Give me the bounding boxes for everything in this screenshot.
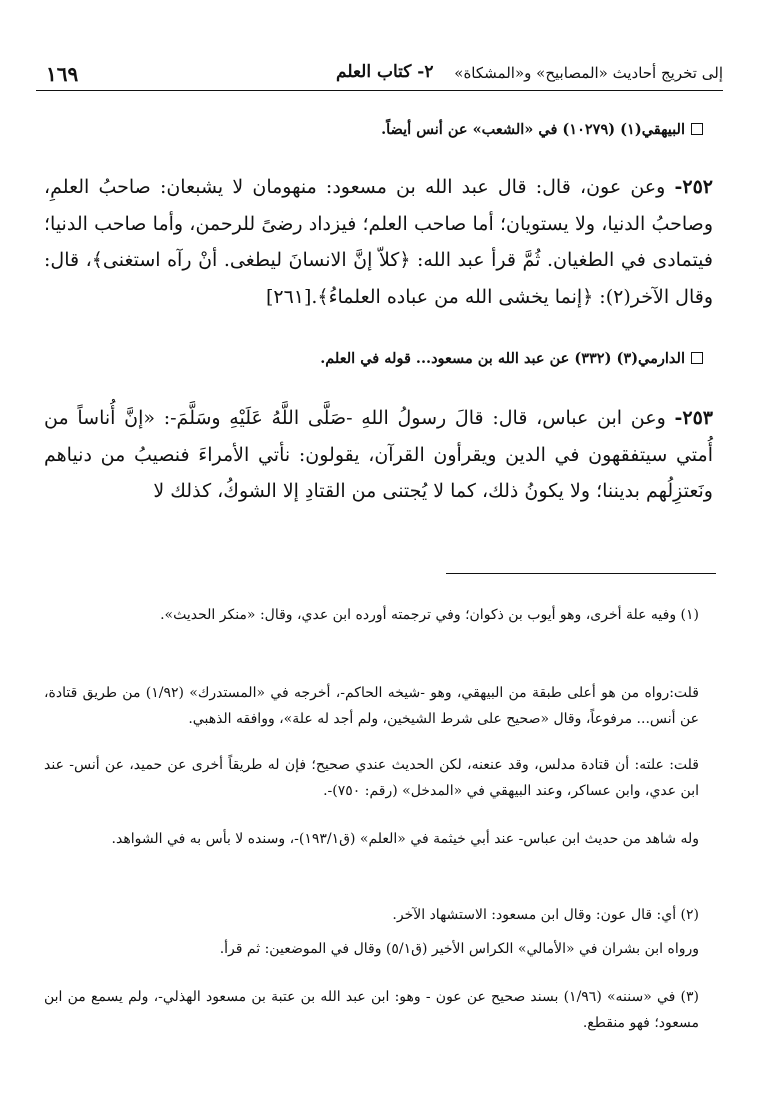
- page-number: ١٦٩: [46, 62, 79, 86]
- source-note-1: [60, 121, 703, 138]
- hadith-text: وعن عون، قال: قال عبد الله بن مسعود: منهومان لا يشبعان: صاحبُ العلمِ، وصاحبُ الدنيا، ولا يستويان؛ أما صاحب العلم؛ فيزداد رضىً للرحمن، وأما صاحب الدنيا؛ فيتمادى في الطغيان. ثُمَّ قرأ عبد الله: ﴿كلاّ إنَّ الانسانَ ليطغى. أنْ رآه استغنى﴾، قال: وقال الآخر(٢): ﴿إنما يخشى الله من عباده العلماءُ﴾.[٢٦١]: [44, 176, 713, 308]
- page-header: [36, 60, 723, 91]
- source-text-1: البيهقي(١) (١٠٢٧٩) في «الشعب» عن أنس أيضاً.: [381, 121, 685, 138]
- hadith-text: وعن ابن عباس، قال: قالَ رسولُ اللهِ -صَلَّى اللَّهُ عَلَيْهِ وسَلَّمَ-: «إنَّ أُناساً من أُمتي سيتفقهون في الدين ويقرأون القرآن، يقولون: نأتي الأمراءَ فنصيبُ من دنياهم ونَعتزِلُهم بديننا؛ ولا يكونُ ذلك، كما لا يُجتنى من القتادِ إلا الشوكُ، كذلك لا: [44, 407, 713, 502]
- hadith-number: ٢٥٢-: [674, 176, 713, 198]
- hadith-253: [44, 400, 713, 510]
- footnote: قلت:رواه من هو أعلى طبقة من البيهقي، وهو -شيخه الحاكم-، أخرجه في «المستدرك» (١/٩٢) من طريق قتادة، عن أنس... مرفوعاً، وقال «صحيح على شرط الشيخين، ولم أجد له علة»، ووافقه الذهبي.: [44, 685, 699, 727]
- footnote: ورواه ابن بشران في «الأمالي» الكراس الأخير (ق٥/١) وقال في الموضعين: ثم قرأ.: [219, 941, 699, 957]
- square-icon: [691, 352, 703, 364]
- book-title: إلى تخريج أحاديث «المصابيح» و«المشكاة»: [454, 64, 723, 82]
- footnote: (٢) أي: قال عون: وقال ابن مسعود: الاستشهاد الآخر.: [392, 907, 699, 923]
- footnote: قلت: علته: أن قتادة مدلس، وقد عنعنه، لكن الحديث عندي صحيح؛ فإن له طريقاً أخرى عن حميد، عن أنس- عند ابن عدي، وابن عساكر، وعند البيهقي في «المدخل» (رقم: ٧٥٠)-.: [44, 757, 699, 799]
- hadith-252: [44, 169, 713, 315]
- square-icon: [691, 123, 703, 135]
- footnote: (١) وفيه علة أخرى، وهو أيوب بن ذكوان؛ وفي ترجمته أورده ابن عدي، وقال: «منكر الحديث».: [160, 607, 699, 623]
- source-text-2: الدارمي(٣) (٣٣٢) عن عبد الله بن مسعود... قوله في العلم.: [320, 350, 685, 367]
- footnote: (٣) في «سننه» (١/٩٦) بسند صحيح عن عون - وهو: ابن عبد الله بن عتبة بن مسعود الهذلي-، ولم يسمع من ابن مسعود؛ فهو منقطع.: [44, 989, 700, 1031]
- hadith-number: ٢٥٣-: [674, 407, 714, 429]
- footnote: وله شاهد من حديث ابن عباس- عند أبي خيثمة في «العلم» (ق١٩٣/١)-، وسنده لا بأس به في الشواهد.: [111, 831, 699, 847]
- footnote-separator: [446, 573, 716, 574]
- chapter-title: ٢- كتاب العلم: [336, 62, 434, 82]
- source-note-2: [60, 350, 703, 367]
